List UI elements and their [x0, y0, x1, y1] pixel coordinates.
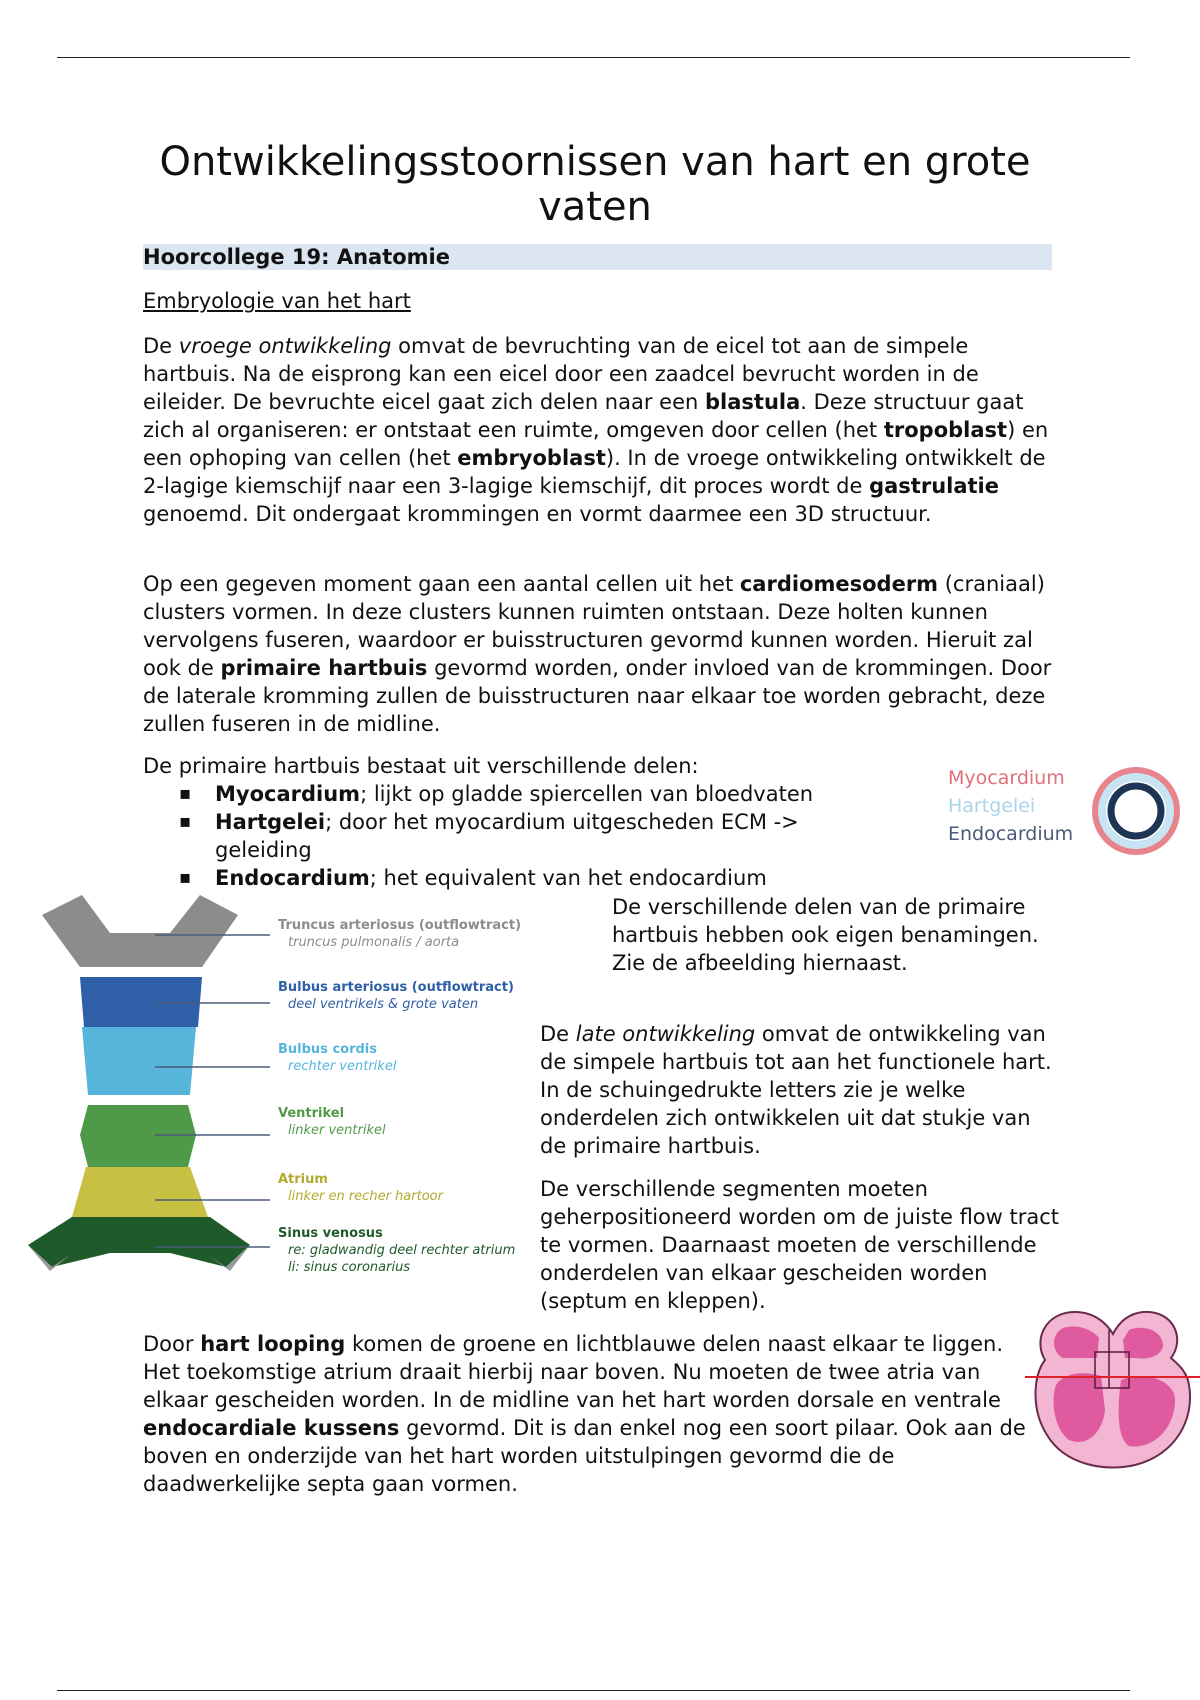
paragraph-heart-looping: Door hart looping komen de groene en lichtblauwe delen naast elkaar te liggen. Het toekomstige atrium draait hierbij naar boven. Nu moeten de twee atria van elkaar gescheiden worden. In de midline van het hart worden dorsale en ventrale endocardiale kussens gevormd. Dit is dan enkel nog een soort pilaar. Ook aan de boven en onderzijde van het hart worden uitstulpingen gevormd die de daadwerkelijke septa gaan vormen.: [143, 1332, 1026, 1496]
layers-list: [175, 780, 865, 892]
header-rule: [57, 57, 1130, 58]
paragraph-early-development: De vroege ontwikkeling omvat de bevruchting van de eicel tot aan de simpele hartbuis. Na de eisprong kan een eicel door een zaadcel bevrucht worden in de eileider. De bevruchte eicel gaat zich delen naar een blastula. Deze structuur gaat zich al organiseren: er ontstaat een ruimte, omgeven door cellen (het tropoblast) en een ophoping van cellen (het embryoblast). In de vroege ontwikkeling ontwikkelt de 2-lagige kiemschijf naar een 3-lagige kiemschijf, dit proces wordt de gastrulatie genoemd. Dit ondergaat krommingen en vormt daarmee een 3D structuur.: [143, 334, 1049, 526]
heart-tube-layers-figure: [940, 755, 1190, 865]
paragraph-segment-names: De verschillende delen van de primaire hartbuis hebben ook eigen benamingen. Zie de afbeelding hiernaast.: [612, 895, 1039, 975]
paragraph-late-development: De late ontwikkeling omvat de ontwikkeling van de simpele hartbuis tot aan het functionele hart. In de schuingedrukte letters zie je welke onderdelen zich ontwikkelen uit dat stukje van de primaire hartbuis.: [540, 1022, 1052, 1158]
list-item: ▪ Hartgelei; door het myocardium uitgescheden ECM -> geleiding: [175, 808, 865, 864]
paragraph-segments-reposition: De verschillende segmenten moeten geherpositioneerd worden om de juiste flow tract te vormen. Daarnaast moeten de verschillende onderdelen van elkaar gescheiden worden (septum en kleppen).: [540, 1177, 1060, 1313]
figure-label-hartgelei: Hartgelei: [948, 795, 1036, 817]
heart-section-figure: [1025, 1300, 1200, 1475]
segment-label-bulbus-arteriosus: Bulbus arteriosus (outflowtract) deel ventrikels & grote vaten: [278, 980, 514, 1012]
segment-label-truncus: Truncus arteriosus (outflowtract) truncus pulmonalis / aorta: [278, 918, 522, 950]
lecture-heading: Hoorcollege 19: Anatomie: [143, 244, 1052, 270]
paragraph-cardiomesoderm: Op een gegeven moment gaan een aantal cellen uit het cardiomesoderm (craniaal) clusters vormen. In deze clusters kunnen ruimten ontstaan. Deze holten kunnen vervolgens fuseren, waardoor er buisstructuren gevormd kunnen worden. Hieruit zal ook de primaire hartbuis gevormd worden, onder invloed van de krommingen. Door de laterale kromming zullen de buisstructuren naar elkaar toe worden gebracht, deze zullen fuseren in de midline.: [143, 572, 1052, 736]
figure-label-endocardium: Endocardium: [948, 823, 1074, 845]
section-subheading: Embryologie van het hart: [143, 289, 411, 313]
list-item: ▪ Endocardium; het equivalent van het endocardium: [175, 864, 865, 892]
footer-rule: [57, 1690, 1130, 1691]
page-title: Ontwikkelingsstoornissen van hart en grote vaten: [159, 139, 1031, 230]
segment-label-ventrikel: Ventrikel linker ventrikel: [278, 1106, 386, 1138]
segment-label-atrium: Atrium linker en recher hartoor: [278, 1172, 443, 1204]
heart-tube-segments-diagram: [20, 895, 270, 1285]
segment-label-bulbus-cordis: Bulbus cordis rechter ventrikel: [278, 1042, 397, 1074]
list-item: ▪ Myocardium; lijkt op gladde spiercellen van bloedvaten: [175, 780, 865, 808]
segment-label-sinus-venosus: Sinus venosus re: gladwandig deel rechter atrium li: sinus coronarius: [278, 1226, 516, 1275]
paragraph-layers-intro: De primaire hartbuis bestaat uit verschillende delen:: [143, 754, 699, 778]
tube-cross-section-icon: [1088, 763, 1184, 859]
figure-label-myocardium: Myocardium: [948, 767, 1065, 789]
primary-heart-tube-figure: [20, 895, 520, 1285]
